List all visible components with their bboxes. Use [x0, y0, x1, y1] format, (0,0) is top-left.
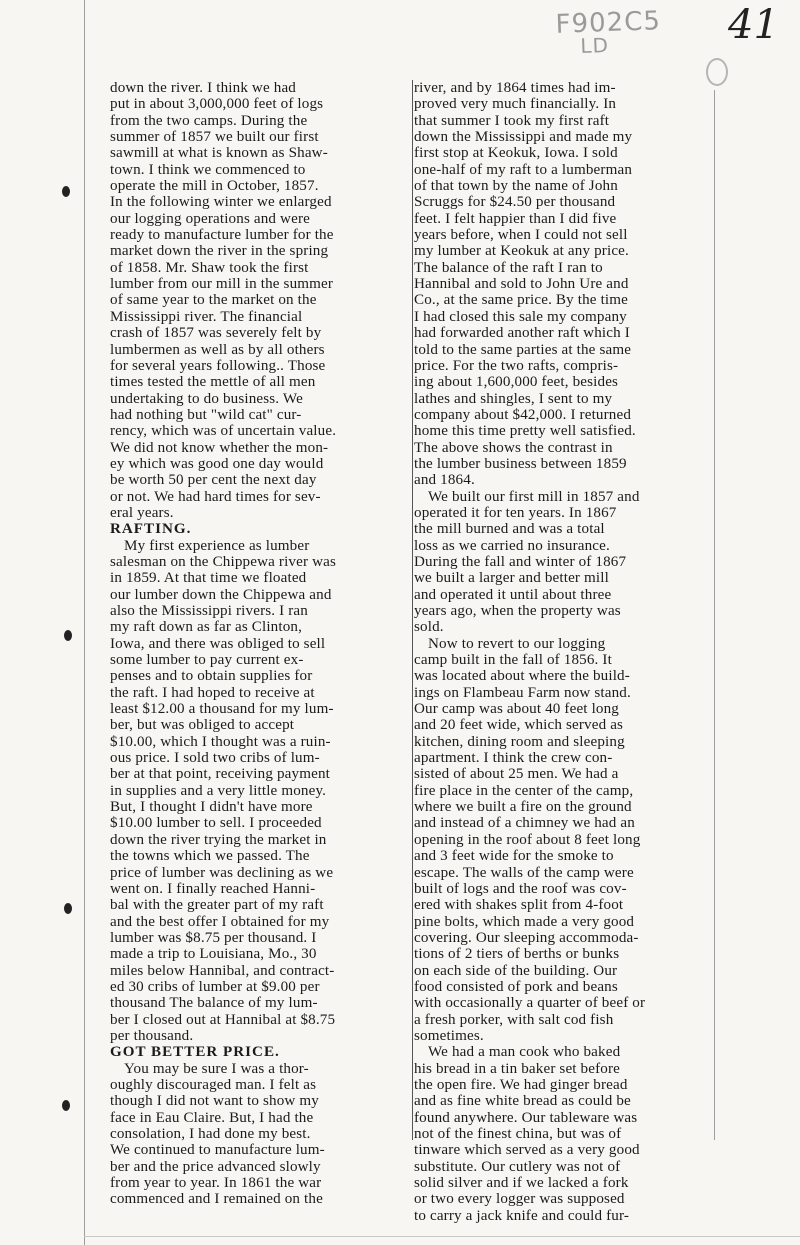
text-line: had nothing but "wild cat" cur- [110, 406, 302, 423]
text-line: the lumber business between 1859 [414, 455, 627, 472]
text-line: with occasionally a quarter of beef or [414, 995, 646, 1012]
text-line: thousand The balance of my lum- [110, 995, 318, 1012]
text-line: the towns which we passed. The [110, 848, 310, 865]
text-line: of that town by the name of John [414, 178, 618, 195]
text-line: ing about 1,600,000 feet, besides [414, 374, 619, 391]
text-line: face in Eau Claire. But, I had the [110, 1109, 314, 1126]
text-line: to carry a jack knife and could fur- [414, 1207, 630, 1224]
page-number: 41 [728, 2, 779, 48]
text-line: my raft down as far as Clinton, [110, 619, 303, 636]
text-line: we built a larger and better mill [414, 570, 609, 587]
text-line: and operated it until about three [414, 586, 612, 603]
text-line: In the following winter we enlarged [110, 194, 332, 211]
text-line: sawmill at what is known as Shaw- [110, 145, 328, 162]
text-line: price of lumber was declining as we [110, 864, 334, 881]
archive-code: F902C5 [555, 6, 662, 40]
text-line: or not. We had hard times for sev- [110, 488, 321, 505]
text-line: apartment. I think the crew con- [414, 750, 613, 767]
text-line: down the river. I think we had [110, 80, 297, 96]
text-line: escape. The walls of the camp were [414, 864, 634, 881]
text-line: on each side of the building. Our [414, 962, 618, 979]
right-column [414, 80, 712, 1224]
text-line: lumbermen as well as by all others [110, 341, 325, 358]
text-line: went on. I finally reached Hanni- [110, 880, 316, 897]
text-line: tions of 2 tiers of berths or bunks [414, 946, 620, 963]
page-edge-line [84, 0, 85, 1245]
text-line: in 1859. At that time we floated [110, 570, 307, 587]
text-line: least $12.00 a thousand for my lum- [110, 701, 334, 718]
text-line: where we built a fire on the ground [414, 799, 632, 816]
binding-hole-3 [64, 903, 72, 914]
left-column [110, 80, 410, 1208]
text-line: ber I closed out at Hannibal at $8.75 [110, 1011, 336, 1028]
text-line: salesman on the Chippewa river was [110, 553, 336, 570]
binding-hole-4 [62, 1100, 70, 1111]
text-line: that summer I took my first raft [414, 112, 610, 129]
text-line: We continued to manufacture lum- [110, 1142, 325, 1159]
text-line: camp built in the fall of 1856. It [414, 652, 612, 669]
text-line: ered with shakes split from 4-foot [414, 897, 624, 914]
text-line: ous price. I sold two cribs of lum- [110, 750, 320, 767]
text-line: our logging operations and were [110, 210, 310, 227]
text-line: and the best offer I obtained for my [110, 913, 330, 930]
text-line: per thousand. [110, 1027, 194, 1044]
text-line: Co., at the same price. By the time [414, 292, 628, 309]
text-line: substitute. Our cutlery was not of [414, 1158, 621, 1175]
text-line: During the fall and winter of 1867 [414, 553, 627, 570]
text-line: built of logs and the roof was cov- [414, 880, 627, 897]
text-line: miles below Hannibal, and contract- [110, 962, 335, 979]
text-line: Scruggs for $24.50 per thousand [414, 194, 616, 211]
text-line: my lumber at Keokuk at any price. [414, 243, 629, 260]
text-line: tinware which served as a very good [414, 1142, 640, 1159]
text-line: opening in the roof about 8 feet long [414, 831, 641, 848]
text-line: But, I thought I didn't have more [110, 799, 313, 816]
text-line: The balance of the raft I ran to [414, 259, 603, 276]
text-line: undertaking to do business. We [110, 390, 303, 407]
text-line: also the Mississippi rivers. I ran [110, 603, 308, 619]
text-line: for several years following.. Those [110, 357, 326, 374]
text-line: was located about where the build- [414, 668, 630, 685]
text-line: sisted of about 25 men. We had a [414, 766, 619, 783]
text-line: Our camp was about 40 feet long [414, 701, 620, 718]
text-line: loss as we carried no insurance. [414, 537, 610, 554]
column-divider [412, 80, 413, 1140]
right-margin-line [714, 90, 715, 1140]
text-line: river, and by 1864 times had im- [414, 80, 616, 96]
text-line: of 1858. Mr. Shaw took the first [110, 259, 309, 276]
text-line: operated it for ten years. In 1867 [414, 504, 617, 521]
text-line: years before, when I could not sell [414, 227, 628, 244]
text-line: from the two camps. During the [110, 112, 308, 129]
text-line: penses and to obtain supplies for [110, 668, 313, 685]
text-line: though I did not want to show my [110, 1093, 319, 1110]
text-line: lumber from our mill in the summer [110, 276, 334, 293]
text-line: had forwarded another raft which I [414, 325, 630, 342]
text-line: down the Mississippi and made my [414, 129, 633, 146]
text-line: Mississippi river. The financial [110, 308, 303, 325]
text-line: lumber was $8.75 per thousand. I [110, 929, 317, 946]
text-line: oughly discouraged man. I felt as [110, 1076, 317, 1093]
text-line: operate the mill in October, 1857. [110, 178, 319, 195]
binding-hole-1 [62, 186, 70, 197]
text-line: lathes and shingles, I sent to my [414, 390, 613, 407]
text-line: ber at that point, receiving payment [110, 766, 330, 783]
text-line: told to the same parties at the same [414, 341, 632, 358]
text-line: feet. I felt happier than I did five [414, 210, 617, 227]
text-line: rency, which was of uncertain value. [110, 423, 337, 440]
text-line: Iowa, and there was obliged to sell [110, 635, 326, 652]
text-line: our lumber down the Chippewa and [110, 586, 332, 603]
text-line: proved very much financially. In [414, 96, 617, 113]
text-line: the raft. I had hoped to receive at [110, 684, 315, 701]
section-heading: RAFTING. [110, 521, 192, 538]
text-line: and 1864. [414, 472, 475, 489]
text-line: ready to manufacture lumber for the [110, 227, 334, 244]
text-line: market down the river in the spring [110, 243, 329, 260]
text-line: first stop at Keokuk, Iowa. I sold [414, 145, 618, 162]
text-line: ings on Flambeau Farm now stand. [414, 684, 631, 701]
text-line: from year to year. In 1861 the war [110, 1175, 322, 1192]
text-line: kitchen, dining room and sleeping [414, 733, 625, 750]
text-line: and as fine white bread as could be [414, 1093, 631, 1110]
text-line: We did not know whether the mon- [110, 439, 329, 456]
text-line: town. I think we commenced to [110, 161, 306, 178]
text-line: commenced and I remained on the [110, 1191, 323, 1208]
text-line: ber and the price advanced slowly [110, 1158, 321, 1175]
text-line: of same year to the market on the [110, 292, 317, 309]
text-line: $10.00, which I thought was a ruin- [110, 733, 331, 750]
text-line: or two every logger was supposed [414, 1191, 625, 1208]
text-line: one-half of my raft to a lumberman [414, 161, 633, 178]
text-line: covering. Our sleeping accommoda- [414, 929, 639, 946]
section-heading: GOT BETTER PRICE. [110, 1044, 280, 1061]
text-line: price. For the two rafts, compris- [414, 357, 619, 374]
text-line: not of the finest china, but was of [414, 1126, 622, 1142]
text-line: consolation, I had done my best. [110, 1126, 311, 1142]
text-line: bal with the greater part of my raft [110, 897, 324, 914]
archive-stamp [555, 6, 662, 58]
archive-sub: LD [579, 33, 610, 58]
text-line: down the river trying the market in [110, 831, 327, 848]
text-line: food consisted of pork and beans [414, 978, 618, 995]
text-line: We had a man cook who baked [428, 1044, 621, 1061]
text-line: the open fire. We had ginger bread [414, 1076, 628, 1093]
text-line: Now to revert to our logging [428, 635, 606, 652]
text-line: ey which was good one day would [110, 455, 324, 472]
text-line: some lumber to pay current ex- [110, 652, 304, 669]
binding-hole-2 [64, 630, 72, 641]
text-line: $10.00 lumber to sell. I proceeded [110, 815, 322, 832]
text-line: fire place in the center of the camp, [414, 782, 634, 799]
text-line: sometimes. [414, 1027, 484, 1044]
text-line: pine bolts, which made a very good [414, 913, 635, 930]
text-line: The above shows the contrast in [414, 439, 613, 456]
text-line: and 3 feet wide for the smoke to [414, 848, 614, 865]
text-line: and 20 feet wide, which served as [414, 717, 624, 734]
text-line: and instead of a chimney we had an [414, 815, 635, 832]
text-line: his bread in a tin baker set before [414, 1060, 621, 1077]
text-line: in supplies and a very little money. [110, 782, 327, 799]
text-line: the mill burned and was a total [414, 521, 605, 538]
text-line: be worth 50 per cent the next day [110, 472, 317, 489]
text-line: sold. [414, 619, 444, 636]
text-line: years ago, when the property was [414, 603, 621, 619]
text-line: eral years. [110, 504, 174, 521]
text-line: summer of 1857 we built our first [110, 129, 319, 146]
text-line: found anywhere. Our tableware was [414, 1109, 638, 1126]
text-line: put in about 3,000,000 feet of logs [110, 96, 324, 113]
text-line: You may be sure I was a thor- [124, 1060, 309, 1077]
bottom-crop-line [84, 1236, 800, 1237]
text-line: I had closed this sale my company [414, 308, 627, 325]
text-line: times tested the mettle of all men [110, 374, 316, 391]
text-line: home this time pretty well satisfied. [414, 423, 636, 440]
text-line: ber, but was obliged to accept [110, 717, 295, 734]
text-line: a fresh porker, with salt cod fish [414, 1011, 614, 1028]
text-line: company about $42,000. I returned [414, 406, 632, 423]
text-line: ed 30 cribs of lumber at $9.00 per [110, 978, 320, 995]
text-line: My first experience as lumber [124, 537, 310, 554]
text-line: crash of 1857 was severely felt by [110, 325, 322, 342]
text-line: Hannibal and sold to John Ure and [414, 276, 629, 293]
text-line: solid silver and if we lacked a fork [414, 1175, 629, 1192]
text-line: made a trip to Louisiana, Mo., 30 [110, 946, 317, 963]
text-line: We built our first mill in 1857 and [428, 488, 640, 505]
